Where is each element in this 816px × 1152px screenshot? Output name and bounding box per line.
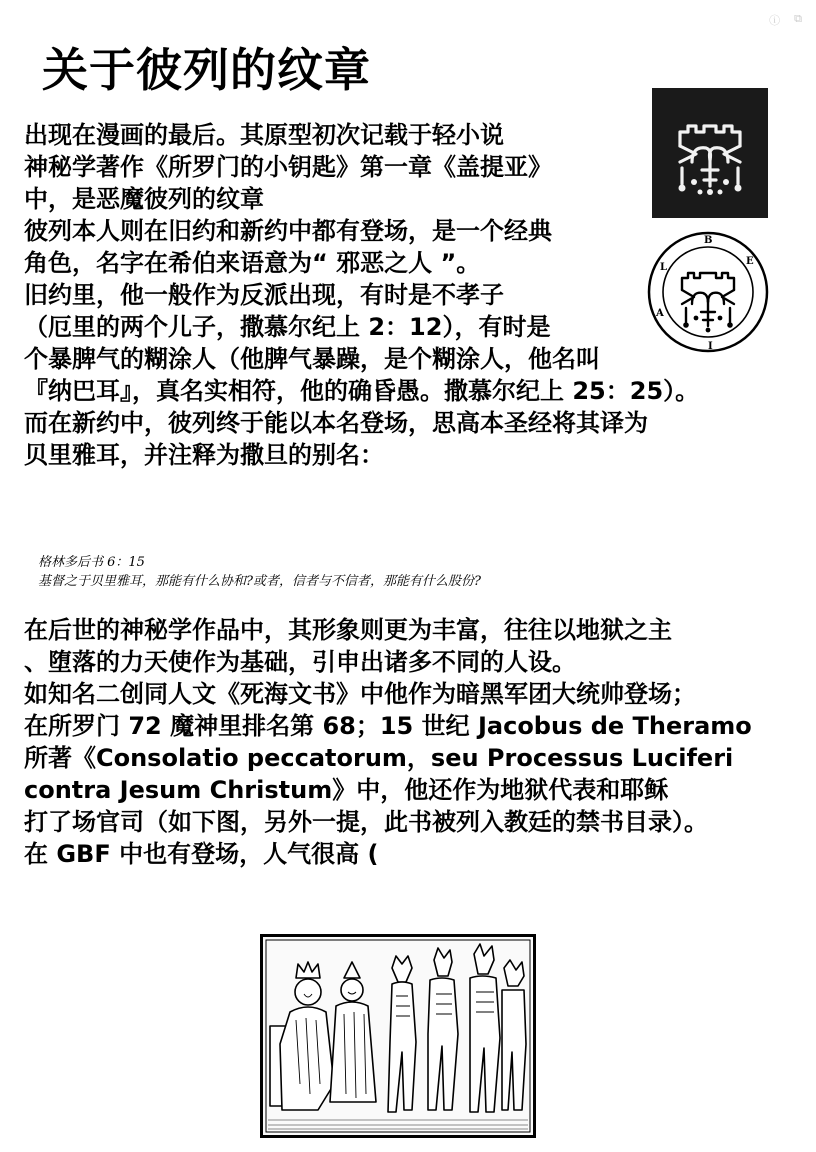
quote-text: 基督之于贝里雅耳，那能有什么协和?或者，信者与不信者，那能有什么股份? [38, 574, 481, 589]
text-line: 而在新约中，彼列终于能以本名登场，思高本圣经将其译为 [24, 409, 648, 437]
text-line: 『纳巴耳』，真名实相符，他的确昏愚。撒慕尔纪上 25：25）。 [24, 377, 700, 405]
woodcut-illustration-image [260, 934, 536, 1138]
text-line: 如知名二创同人文《死海文书》中他作为暗黑军团大统帅登场； [24, 680, 696, 708]
bible-quote [38, 553, 481, 591]
seal-letter: I [708, 341, 713, 352]
info-icon[interactable]: ⓘ [769, 14, 781, 27]
belial-sigil-dark-image [652, 88, 768, 218]
belial-seal-circle-image [646, 230, 770, 354]
text-line: 、堕落的力天使作为基础，引申出诸多不同的人设。 [24, 648, 576, 676]
quote-reference: 格林多后书 6：15 [38, 555, 145, 570]
text-line: 在所罗门 72 魔神里排名第 68；15 世纪 Jacobus de Theramo [24, 712, 752, 740]
seal-letter: A [656, 308, 664, 319]
text-line: 旧约里，他一般作为反派出现，有时是不孝子 [24, 281, 504, 309]
text-line: 彼列本人则在旧约和新约中都有登场，是一个经典 [24, 217, 552, 245]
paragraph-later-works [24, 614, 752, 870]
page-title: 关于彼列的纹章 [42, 43, 371, 97]
text-line: 贝里雅耳，并注释为撒旦的别名： [24, 441, 384, 469]
seal-letter: B [704, 235, 713, 246]
seal-letter: L [660, 262, 668, 273]
share-icon[interactable]: ⧉ [794, 12, 802, 25]
text-line: 个暴脾气的糊涂人（他脾气暴躁，是个糊涂人，他名叫 [24, 345, 600, 373]
text-line: 出现在漫画的最后。其原型初次记载于轻小说 [24, 121, 504, 149]
paragraph-intro [24, 119, 699, 471]
text-line: 在 GBF 中也有登场，人气很高 ( [24, 840, 379, 868]
seal-letter: E [746, 256, 754, 267]
text-line: 打了场官司（如下图，另外一提，此书被列入教廷的禁书目录）。 [24, 808, 708, 836]
text-line: 神秘学著作《所罗门的小钥匙》第一章《盖提亚》 [24, 153, 552, 181]
text-line: 角色，名字在希伯来语意为“ 邪恶之人 ”。 [24, 249, 481, 277]
text-line: 所著《Consolatio peccatorum，seu Processus Luciferi [24, 744, 734, 772]
text-line: contra Jesum Christum》中，他还作为地狱代表和耶稣 [24, 776, 669, 804]
text-line: 中，是恶魔彼列的纹章 [24, 185, 264, 213]
text-line: 在后世的神秘学作品中，其形象则更为丰富，往往以地狱之主 [24, 616, 672, 644]
text-line: （厄里的两个儿子，撒慕尔纪上 2：12），有时是 [24, 313, 551, 341]
corner-icons [769, 12, 802, 28]
